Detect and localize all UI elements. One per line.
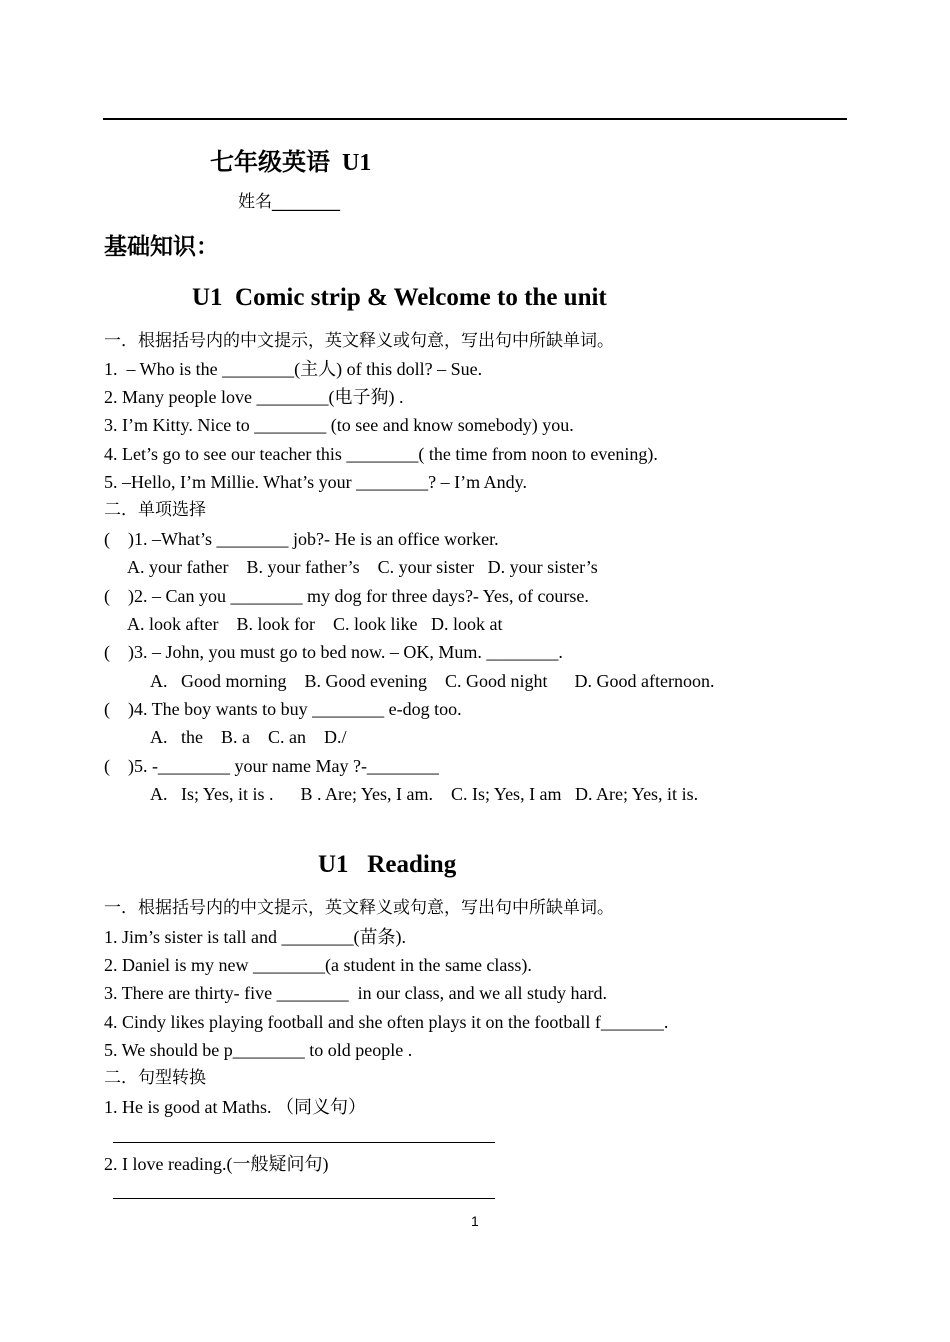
fill-blank-item-2: 2. Many people love ________(电子狗) . — [104, 387, 404, 407]
choice-options-1: A. your father B. your father’s C. your sister D. your sister’s — [127, 557, 598, 577]
unit-heading-reading: U1 Reading — [318, 851, 457, 878]
choice-options-4: A. the B. a C. an D./ — [150, 727, 347, 747]
reading-part2-instruction: 二．句型转换 — [104, 1068, 206, 1088]
reading-fill-item-5: 5. We should be p________ to old people . — [104, 1040, 413, 1060]
answer-line-2 — [113, 1198, 495, 1199]
reading-fill-item-4: 4. Cindy likes playing football and she often plays it on the football f_______. — [104, 1012, 669, 1032]
choice-options-5: A. Is; Yes, it is . B . Are; Yes, I am. C. Is; Yes, I am D. Are; Yes, it is. — [150, 784, 699, 804]
transform-item-1: 1. He is good at Maths. （同义句） — [104, 1097, 366, 1117]
choice-options-2: A. look after B. look for C. look like D. look at — [127, 614, 503, 634]
fill-blank-item-4: 4. Let’s go to see our teacher this ________( the time from noon to evening). — [104, 444, 658, 464]
reading-fill-item-2: 2. Daniel is my new ________(a student in the same class). — [104, 955, 532, 975]
part2-instruction: 二．单项选择 — [104, 500, 206, 520]
choice-question-5: ( )5. -________ your name May ?-________ — [104, 756, 439, 776]
unit-heading-comic-strip: U1 Comic strip & Welcome to the unit — [192, 284, 607, 311]
part1-instruction: 一．根据括号内的中文提示，英文释义或句意，写出句中所缺单词。 — [104, 331, 614, 351]
page-number: 1 — [471, 1213, 479, 1229]
document-title: 七年级英语 U1 — [210, 150, 372, 176]
choice-question-1: ( )1. –What’s ________ job?- He is an office worker. — [104, 529, 499, 549]
choice-question-4: ( )4. The boy wants to buy ________ e-dog too. — [104, 699, 462, 719]
fill-blank-item-5: 5. –Hello, I’m Millie. What’s your ________? – I’m Andy. — [104, 472, 527, 492]
reading-part1-instruction: 一．根据括号内的中文提示，英文释义或句意，写出句中所缺单词。 — [104, 898, 614, 918]
fill-blank-item-3: 3. I’m Kitty. Nice to ________ (to see and know somebody) you. — [104, 415, 574, 435]
header-rule — [103, 118, 847, 120]
choice-options-3: A. Good morning B. Good evening C. Good night D. Good afternoon. — [150, 671, 715, 691]
choice-question-3: ( )3. – John, you must go to bed now. – OK, Mum. ________. — [104, 642, 563, 662]
reading-fill-item-3: 3. There are thirty- five ________ in our class, and we all study hard. — [104, 983, 608, 1003]
fill-blank-item-1: 1. – Who is the ________(主人) of this doll? – Sue. — [104, 359, 483, 379]
reading-fill-item-1: 1. Jim’s sister is tall and ________(苗条). — [104, 927, 406, 947]
name-field-label: 姓名________ — [238, 192, 340, 212]
answer-line-1 — [113, 1142, 495, 1143]
choice-question-2: ( )2. – Can you ________ my dog for three days?- Yes, of course. — [104, 586, 589, 606]
section-title: 基础知识： — [104, 234, 219, 260]
transform-item-2: 2. I love reading.(一般疑问句) — [104, 1154, 329, 1174]
